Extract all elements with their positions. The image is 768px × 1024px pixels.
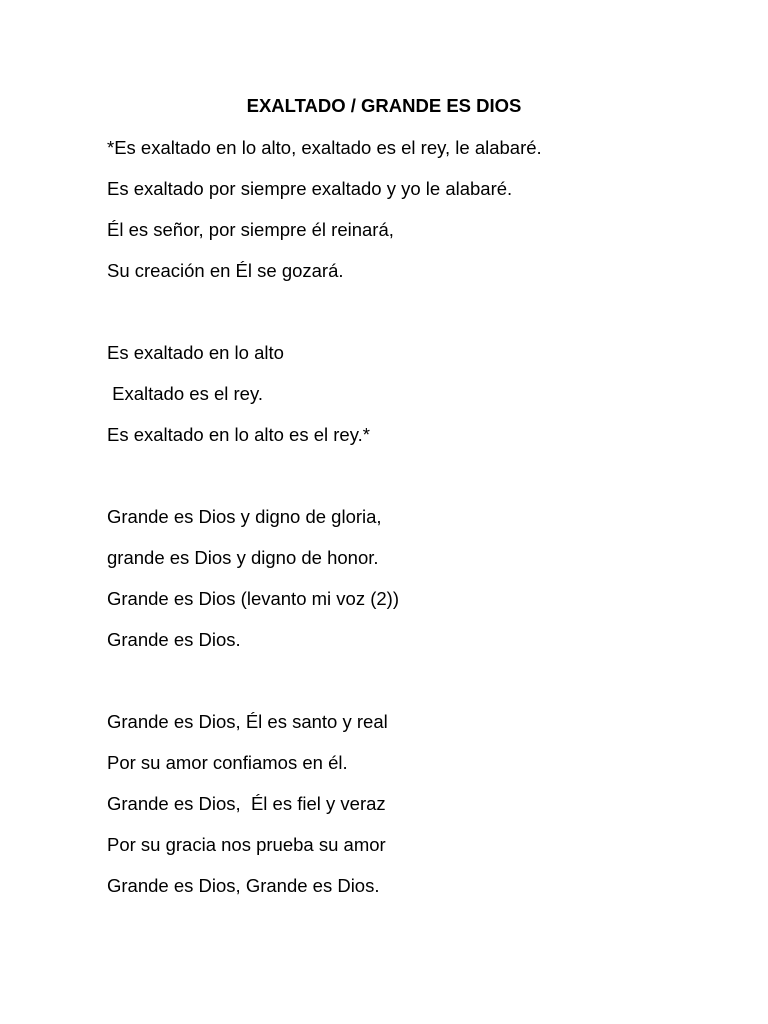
lyric-line: Grande es Dios.: [107, 629, 241, 650]
lyric-line: Grande es Dios, Él es fiel y veraz: [107, 793, 386, 814]
lyric-line: Su creación en Él se gozará.: [107, 260, 344, 281]
document-title: EXALTADO / GRANDE ES DIOS: [246, 95, 522, 116]
lyric-line: *Es exaltado en lo alto, exaltado es el rey, le alabaré.: [107, 137, 542, 158]
lyric-line: Es exaltado en lo alto es el rey.*: [107, 424, 370, 445]
lyric-line: Grande es Dios, Grande es Dios.: [107, 875, 380, 896]
lyric-line: Es exaltado por siempre exaltado y yo le alabaré.: [107, 178, 513, 199]
lyric-line: Es exaltado en lo alto: [107, 342, 284, 363]
lyric-line: Por su gracia nos prueba su amor: [107, 834, 386, 855]
lyric-line: grande es Dios y digno de honor.: [107, 547, 379, 568]
lyric-line: Por su amor confiamos en él.: [107, 752, 348, 773]
lyric-line: Grande es Dios, Él es santo y real: [107, 711, 388, 732]
lyric-line: Exaltado es el rey.: [107, 383, 263, 404]
lyric-line: Grande es Dios (levanto mi voz (2)): [107, 588, 399, 609]
lyric-line: Él es señor, por siempre él reinará,: [107, 219, 394, 240]
lyric-line: Grande es Dios y digno de gloria,: [107, 506, 382, 527]
